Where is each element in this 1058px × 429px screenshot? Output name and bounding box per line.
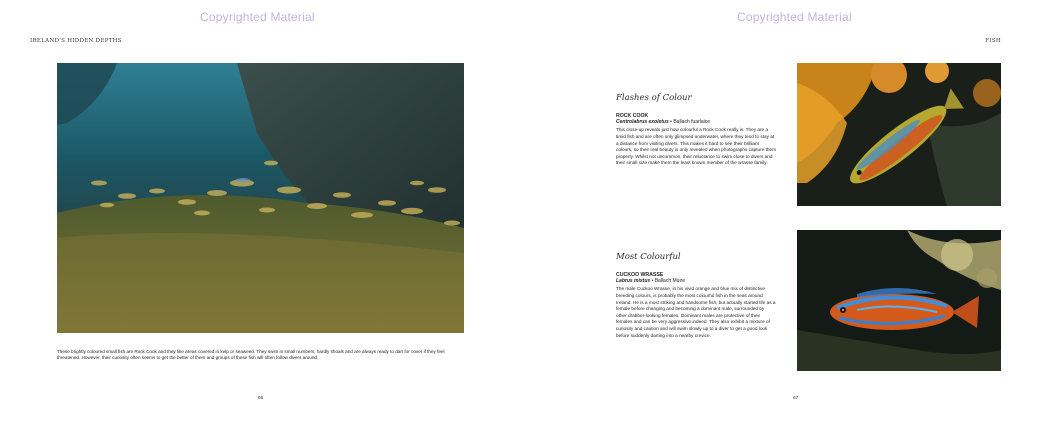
species-latin-name: [616, 119, 776, 125]
species-name: ROCK COOK: [616, 113, 649, 119]
running-head: IRELAND'S HIDDEN DEPTHS: [30, 38, 122, 44]
page-number: 66: [258, 396, 264, 401]
irish-name: • Ballach Muire: [650, 278, 686, 285]
species-latin-name: [616, 278, 776, 284]
photo-caption: These brightly coloured small fish are Rock Cook and they like areas covered in kelp or seaweed. They swim in small numbers, hardly shoals and are always ready to dart for cover if they feel threatened. However, their curiosity often seems to get the better of them and groups of these fish will often follow divers around.: [57, 349, 445, 361]
running-head: FISH: [985, 38, 1001, 44]
section-flashes-of-colour: [616, 93, 776, 167]
section-title: Flashes of Colour: [616, 93, 692, 103]
watermark: Copyrighted Material: [737, 10, 852, 24]
cuckoo-wrasse-photo: [797, 230, 1001, 371]
page-number: 67: [793, 396, 799, 401]
section-body: This close-up reveals just how colourful a Rock Cook really is. They are a timid fish and are often only glimpsed underwater, where they tend to stay at a distance from visiting divers. This makes it hard to see their brilliant colours, so their real beauty is only revealed when photographs capture them properly. Whilst not uncommon, their reluctance to swim close to divers and their small size make them the least known member of the wrasse family.: [616, 127, 776, 166]
watermark: Copyrighted Material: [200, 10, 315, 24]
right-page: [529, 0, 1058, 429]
rock-cook-shoal-photo: [57, 63, 464, 333]
latin-name: Labrus mixtus: [616, 278, 651, 285]
section-most-colourful: [616, 252, 776, 339]
section-title: Most Colourful: [616, 252, 681, 262]
section-body: The male Cuckoo Wrasse, in his vivid orange and blue mix of distinctive breeding colours, is probably the most colourful fish in the seas around Ireland. He is a most striking and handsome fish, but actually started life as a female before changing and becoming a dominant male, surrounded by other drabber-looking females. Dominant males are protective of their females and can be very aggressive indeed. They also exhibit a mixture of curiosity and caution and will swim slowly up to a diver to get a good look before suddenly darting into a nearby crevice.: [616, 286, 776, 338]
species-name: CUCKOO WRASSE: [616, 272, 664, 278]
rock-cook-closeup-photo: [797, 63, 1001, 206]
latin-name: Centrolabrus exoletus: [616, 119, 669, 126]
irish-name: • Ballach fuarlaice: [668, 119, 711, 126]
